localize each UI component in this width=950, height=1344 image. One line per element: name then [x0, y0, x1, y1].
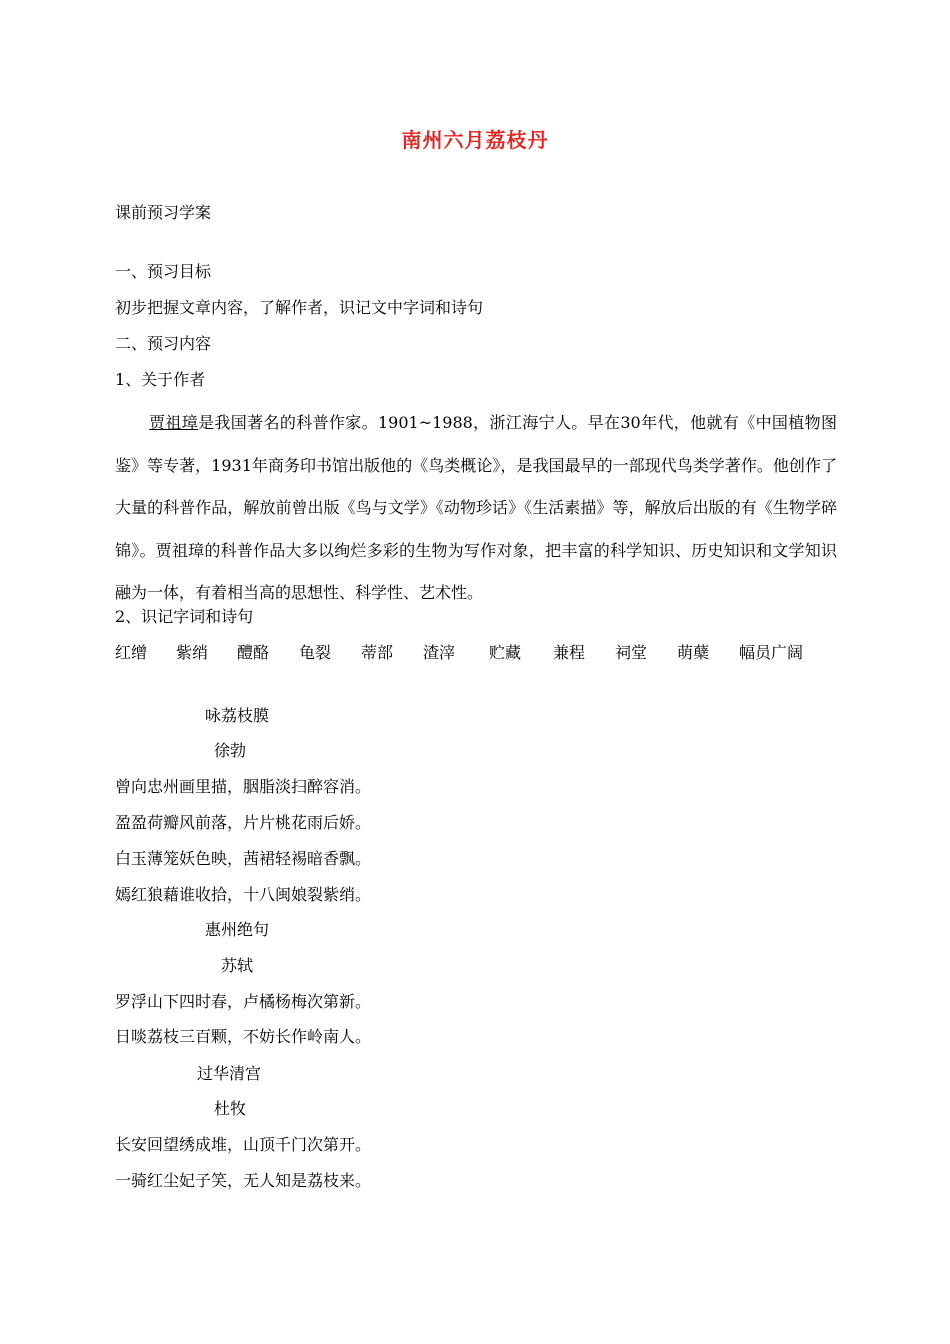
vocab-word: 龟裂 — [299, 643, 332, 662]
poem-title: 惠州绝句 — [205, 920, 270, 939]
item1-heading: 1、关于作者 — [115, 370, 206, 389]
vocab-word: 幅员广阔 — [739, 643, 804, 662]
vocab-word: 渣滓 — [423, 643, 456, 662]
poem-line: 嫣红狼藉谁收拾，十八闽娘裂紫绡。 — [115, 885, 372, 904]
poem-author: 杜牧 — [214, 1099, 247, 1118]
poem-line: 白玉薄笼妖色映，茜裙轻裼暗香飘。 — [115, 849, 372, 868]
poem-author: 苏轼 — [221, 956, 254, 975]
poem-line: 盈盈荷瓣风前落，片片桃花雨后娇。 — [115, 813, 372, 832]
vocab-word: 醴酪 — [237, 643, 270, 662]
section1-heading: 一、预习目标 — [115, 262, 212, 281]
item2-heading: 2、识记字词和诗句 — [115, 607, 254, 626]
vocab-word: 祠堂 — [615, 643, 648, 662]
poem-line: 日啖荔枝三百颗，不妨长作岭南人。 — [115, 1027, 372, 1046]
vocab-word: 紫绡 — [176, 643, 209, 662]
vocab-word: 红缯 — [115, 643, 148, 662]
subtitle: 课前预习学案 — [115, 203, 212, 222]
vocab-word: 蒂部 — [361, 643, 394, 662]
poem-line: 罗浮山下四时春，卢橘杨梅次第新。 — [115, 992, 372, 1011]
poem-title: 咏荔枝膜 — [205, 706, 270, 725]
document-title: 南州六月荔枝丹 — [401, 128, 549, 152]
poem-line: 曾向忠州画里描，胭脂淡扫醉容消。 — [115, 777, 372, 796]
poem-line: 长安回望绣成堆，山顶千门次第开。 — [115, 1135, 372, 1154]
vocab-list — [0, 642, 950, 666]
section1-content: 初步把握文章内容，了解作者，识记文中字词和诗句 — [115, 298, 484, 317]
vocab-word: 贮藏 — [489, 643, 522, 662]
author-name: 贾祖璋 — [149, 413, 199, 432]
author-text: 是我国著名的科普作家。1901~1988，浙江海宁人。早在30年代，他就有《中国植物图鉴》等专著，1931年商务印书馆出版他的《鸟类概论》，是我国最早的一部现代鸟类学著作。他创作了大量的科普作品，解放前曾出版《鸟与文学》《动物珍话》《生活素描》等，解放后出版的有《生物学碎锦》。贾祖璋的科普作品大多以绚烂多彩的生物为写作对象，把丰富的科学知识、历史知识和文学知识融为一体，有着相当高的思想性、科学性、艺术性。 — [115, 413, 837, 602]
section2-heading: 二、预习内容 — [115, 334, 212, 353]
vocab-word: 萌蘖 — [677, 643, 710, 662]
author-paragraph — [115, 402, 837, 615]
vocab-word: 兼程 — [553, 643, 586, 662]
poem-title: 过华清宫 — [197, 1064, 262, 1083]
poem-line: 一骑红尘妃子笑，无人知是荔枝来。 — [115, 1171, 372, 1190]
poem-author: 徐勃 — [214, 741, 247, 760]
